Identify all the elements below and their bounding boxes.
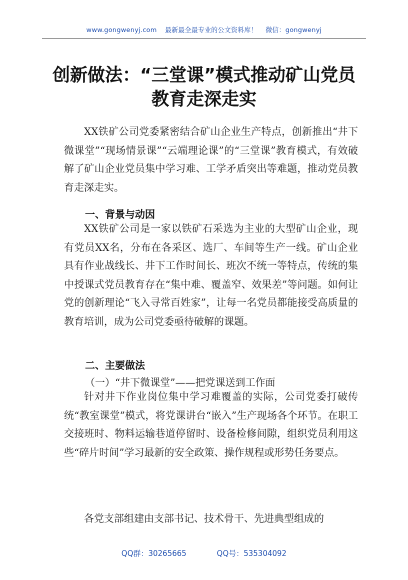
footer-qq-number: QQ号：535304092 [216,549,287,558]
footer-qq-group: QQ群：30265665 [121,549,187,558]
title-line-2: 教育走深走实 [151,90,257,110]
intro-paragraph: XX铁矿公司党委紧密结合矿山企业生产特点，创新推出“井下微课堂”“现场情景课”“云端理论课”的“三堂课”教育模式，有效破解了矿山企业党员集中学习难、工学矛盾突出等难题，推动党员教育走深走实。 [64,127,358,194]
document-title [40,64,368,112]
header-site-link[interactable]: www.gongwenyj.com [86,26,157,34]
section-2-paragraph-2: 各党支部组建由支部书记、技术骨干、先进典型组成的 [84,514,324,525]
title-line-1: 创新做法：“三堂课”模式推动矿山党员 [52,66,356,86]
section-2-subheading-1: （一）“井下微课堂”——把党课送到工作面 [85,378,276,389]
page-header [42,25,366,34]
header-divider [42,38,366,39]
section-1-paragraph: XX铁矿公司是一家以铁矿石采选为主业的大型矿山企业，现有党员XX名，分布在各采区、选厂、车间等生产一线。矿山企业具有作业战线长、井下工作时间长、班次不统一等特点，传统的集中授课式党员教育存在“集中难、覆盖窄、效果差”等问题。如何让党的创新理论“飞入寻常百姓家”，让每一名党员都能接受高质量的教育培训，成为公司党委亟待破解的课题。 [64,224,358,328]
section-2-paragraph-1: 针对井下作业岗位集中学习难覆盖的实际，公司党委打破传统“教室课堂”模式，将党课讲台“嵌入”生产现场各个环节。在职工交接班时、物料运输巷道停留时、设备检修间隙，组织党员利用这些“碎片时间”学习最新的安全政策、操作规程或形势任务要点。 [64,392,358,459]
header-wechat: 微信：gongwenyj [265,26,322,34]
section-2-heading: 二、主要做法 [85,361,145,372]
section-1-heading: 一、背景与动因 [85,210,155,221]
page-footer [42,548,366,559]
header-tagline: 最新最全最专业的公文资料库！ [164,26,258,34]
